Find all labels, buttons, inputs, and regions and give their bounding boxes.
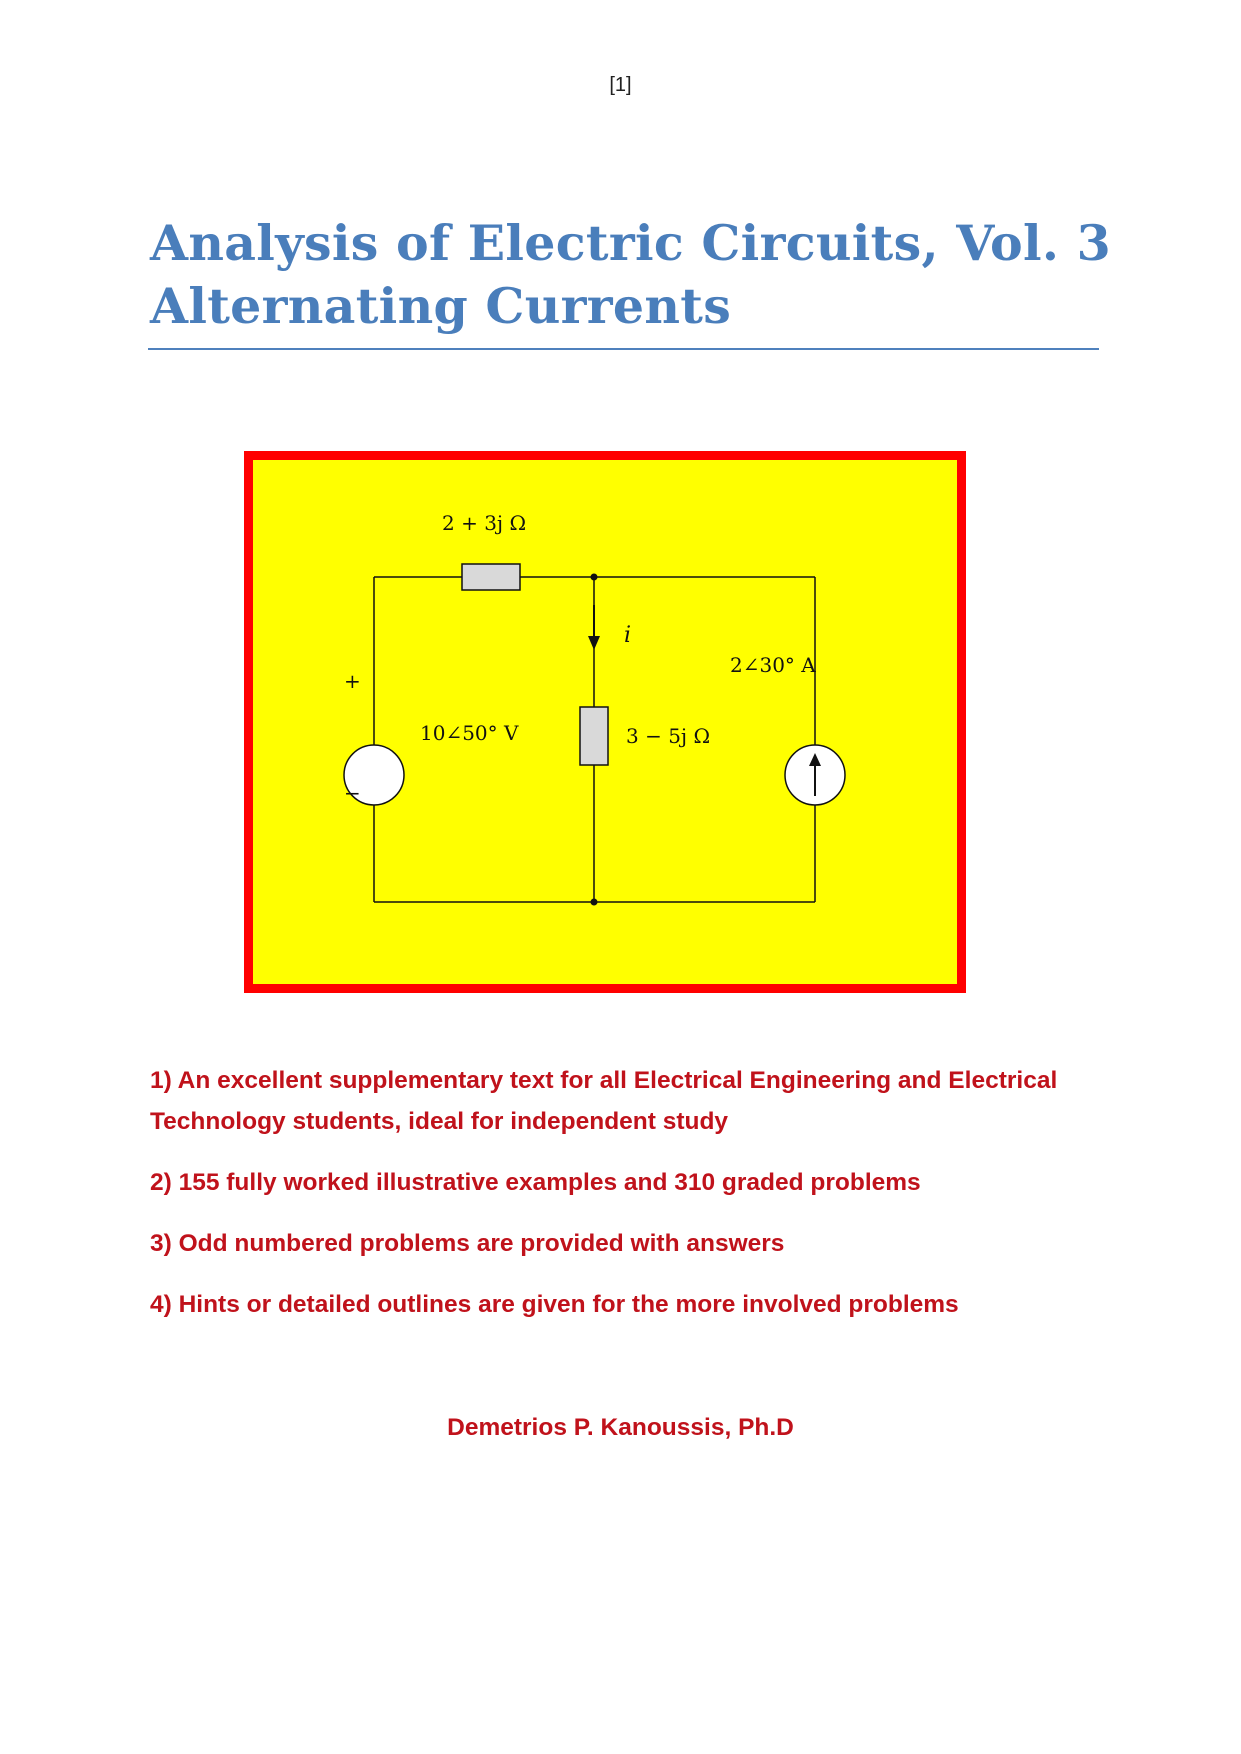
features-list xyxy=(150,1060,1110,1345)
node-bottom xyxy=(591,899,598,906)
plus-sign: + xyxy=(344,669,361,693)
feature-item: 1) An excellent supplementary text for all Electrical Engineering and Electrical Technology students, ideal for independent study xyxy=(150,1067,1058,1135)
node-top xyxy=(591,574,598,581)
impedance-top-resistor xyxy=(462,564,520,590)
current-source-label: 2∠30° A xyxy=(730,653,816,677)
voltage-source-label: 10∠50° V xyxy=(420,721,519,745)
impedance-middle-label: 3 − 5j Ω xyxy=(626,724,711,748)
author-name: Demetrios P. Kanoussis, Ph.D xyxy=(447,1414,794,1441)
feature-item: 4) Hints or detailed outlines are given for the more involved problems xyxy=(150,1291,959,1318)
minus-sign: − xyxy=(344,781,361,805)
circuit-diagram xyxy=(244,451,966,993)
title-line-1: Analysis of Electric Circuits, Vol. 3 xyxy=(150,214,1112,272)
circuit-figure xyxy=(244,451,966,993)
page-number: [1] xyxy=(609,74,632,96)
book-title xyxy=(150,212,1112,338)
feature-item: 2) 155 fully worked illustrative examples and 310 graded problems xyxy=(150,1169,921,1196)
title-underline xyxy=(148,348,1099,350)
title-line-2: Alternating Currents xyxy=(150,277,732,335)
impedance-middle-resistor xyxy=(580,707,608,765)
feature-item: 3) Odd numbered problems are provided with answers xyxy=(150,1230,785,1257)
impedance-top-label: 2 + 3j Ω xyxy=(442,511,527,535)
current-label: i xyxy=(624,623,632,648)
